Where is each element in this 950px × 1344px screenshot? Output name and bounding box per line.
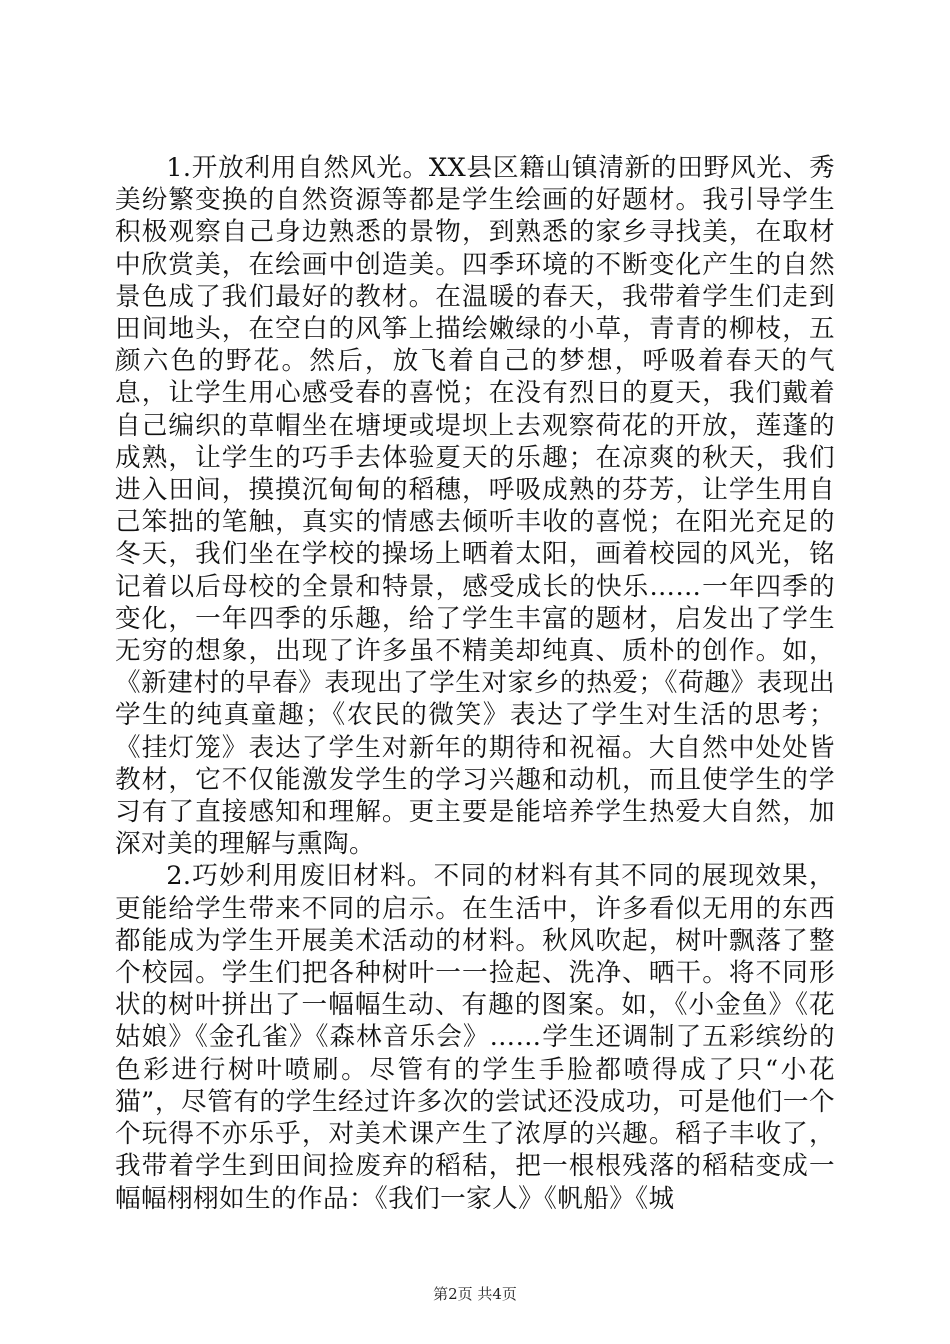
paragraph-natural-scenery: 1.开放利用自然风光。XX县区籍山镇清新的田野风光、秀美纷繁变换的自然资源等都是学生绘画的好题材。我引导学生积极观察自己身边熟悉的景物，到熟悉的家乡寻找美，在取材中欣赏美，在绘画中创造美。四季环境的不断变化产生的自然景色成了我们最好的教材。在温暖的春天，我带着学生们走到田间地头，在空白的风筝上描绘嫩绿的小草，青青的柳枝，五颜六色的野花。然后，放飞着自己的梦想，呼吸着春天的气息，让学生用心感受春的喜悦；在没有烈日的夏天，我们戴着自己编织的草帽坐在塘埂或堤坝上去观察荷花的开放，莲蓬的成熟，让学生的巧手去体验夏天的乐趣；在凉爽的秋天，我们进入田间，摸摸沉甸甸的稻穗，呼吸成熟的芬芳，让学生用自己笨拙的笔触，真实的情感去倾听丰收的喜悦；在阳光充足的冬天，我们坐在学校的操场上晒着太阳，画着校园的风光，铭记着以后母校的全景和特景，感受成长的快乐……一年四季的变化，一年四季的乐趣，给了学生丰富的题材，启发出了学生无穷的想象，出现了许多虽不精美却纯真、质朴的创作。如，《新建村的早春》表现出了学生对家乡的热爱；《荷趣》表现出学生的纯真童趣；《农民的微笑》表达了学生对生活的思考；《挂灯笼》表达了学生对新年的期待和祝福。大自然中处处皆教材，它不仅能激发学生的学习兴趣和动机，而且使学生的学习有了直接感知和理解。更主要是能培养学生热爱大自然，加深对美的理解与熏陶。	[115, 153, 835, 860]
page-number-footer: 第2页 共4页	[433, 1285, 517, 1303]
paragraph-waste-materials: 2.巧妙利用废旧材料。不同的材料有其不同的展现效果，更能给学生带来不同的启示。在生活中，许多看似无用的东西都能成为学生开展美术活动的材料。秋风吹起，树叶飘落了整个校园。学生们把各种树叶一一捡起、洗净、晒干。将不同形状的树叶拼出了一幅幅生动、有趣的图案。如，《小金鱼》《花姑娘》《金孔雀》《森林音乐会》……学生还调制了五彩缤纷的色彩进行树叶喷刷。尽管有的学生手脸都喷得成了只“小花猫”，尽管有的学生经过许多次的尝试还没成功，可是他们一个个玩得不亦乐乎，对美术课产生了浓厚的兴趣。稻子丰收了，我带着学生到田间捡废弃的稻秸，把一根根残落的稻秸变成一幅幅栩栩如生的作品：《我们一家人》《帆船》《城	[115, 861, 835, 1214]
document-body	[115, 152, 835, 1215]
